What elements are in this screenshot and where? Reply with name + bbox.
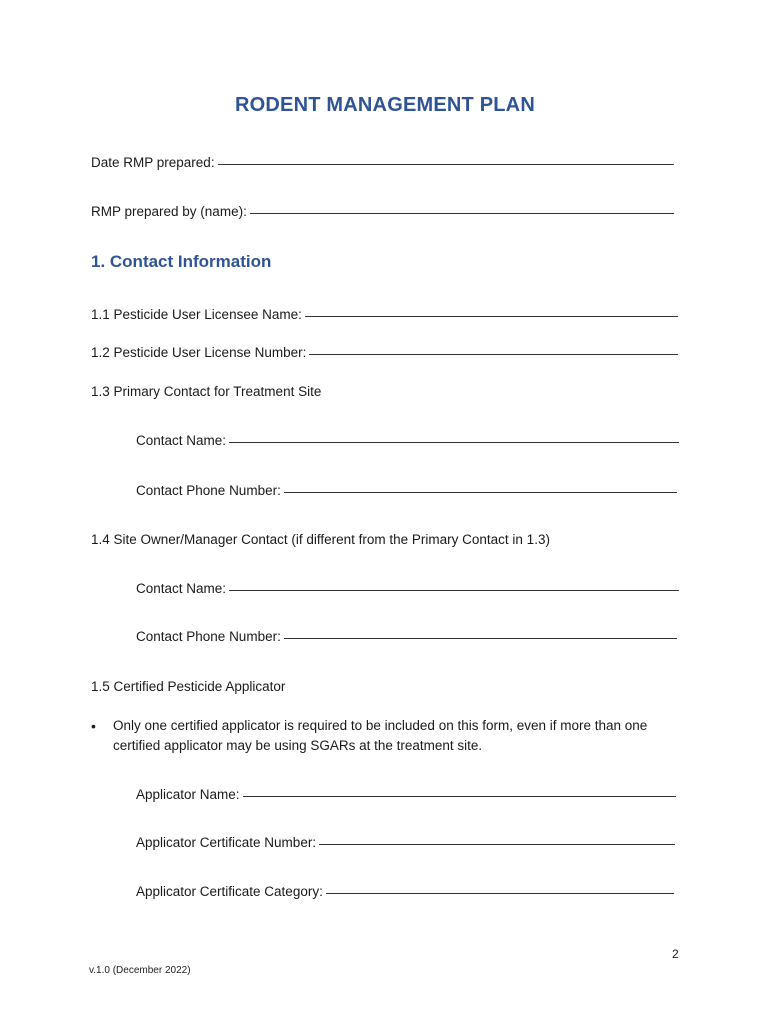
prepared-by-label: RMP prepared by (name):	[91, 204, 247, 219]
applicator-cert-category-blank[interactable]	[326, 892, 674, 894]
page-title: RODENT MANAGEMENT PLAN	[235, 94, 535, 116]
primary-contact-phone-label: Contact Phone Number:	[136, 483, 281, 498]
licensee-name-blank[interactable]	[305, 315, 678, 317]
owner-contact-phone-label: Contact Phone Number:	[136, 629, 281, 644]
license-number-label: 1.2 Pesticide User License Number:	[91, 345, 307, 360]
primary-contact-phone-field[interactable]	[136, 483, 677, 498]
date-prepared-label: Date RMP prepared:	[91, 155, 215, 170]
applicator-bullet-text: Only one certified applicator is required to be included on this form, even if more than one certified applicator may be using SGARs at the treatment site.	[113, 718, 648, 753]
primary-contact-name-label: Contact Name:	[136, 433, 227, 448]
owner-contact-name-blank[interactable]	[229, 589, 679, 591]
primary-contact-phone-blank[interactable]	[284, 491, 677, 493]
date-prepared-blank[interactable]	[218, 163, 674, 165]
applicator-cert-category-label: Applicator Certificate Category:	[136, 884, 323, 899]
section-heading-contact-information: 1. Contact Information	[91, 252, 272, 271]
owner-contact-name-label: Contact Name:	[136, 581, 227, 596]
page-number: 2	[672, 947, 679, 961]
bullet-icon: •	[91, 718, 96, 734]
primary-contact-heading: 1.3 Primary Contact for Treatment Site	[91, 384, 322, 399]
version-footer: v.1.0 (December 2022)	[89, 965, 191, 976]
owner-contact-name-field[interactable]	[136, 581, 679, 596]
licensee-name-label: 1.1 Pesticide User Licensee Name:	[91, 307, 302, 322]
applicator-bullet	[91, 716, 691, 756]
primary-contact-name-field[interactable]	[136, 433, 679, 448]
owner-contact-heading: 1.4 Site Owner/Manager Contact (if different from the Primary Contact in 1.3)	[91, 532, 550, 547]
applicator-name-label: Applicator Name:	[136, 787, 240, 802]
applicator-name-blank[interactable]	[243, 795, 676, 797]
owner-contact-phone-blank[interactable]	[284, 637, 677, 639]
prepared-by-field[interactable]	[91, 204, 674, 219]
applicator-name-field[interactable]	[136, 787, 676, 802]
applicator-cert-number-label: Applicator Certificate Number:	[136, 835, 317, 850]
licensee-name-field[interactable]	[91, 307, 678, 322]
applicator-cert-number-field[interactable]	[136, 835, 675, 850]
applicator-heading: 1.5 Certified Pesticide Applicator	[91, 679, 286, 694]
license-number-field[interactable]	[91, 345, 678, 360]
license-number-blank[interactable]	[309, 353, 678, 355]
applicator-cert-category-field[interactable]	[136, 884, 674, 899]
primary-contact-name-blank[interactable]	[229, 441, 679, 443]
date-prepared-field[interactable]	[91, 155, 674, 170]
prepared-by-blank[interactable]	[250, 212, 674, 214]
applicator-cert-number-blank[interactable]	[319, 843, 675, 845]
owner-contact-phone-field[interactable]	[136, 629, 677, 644]
